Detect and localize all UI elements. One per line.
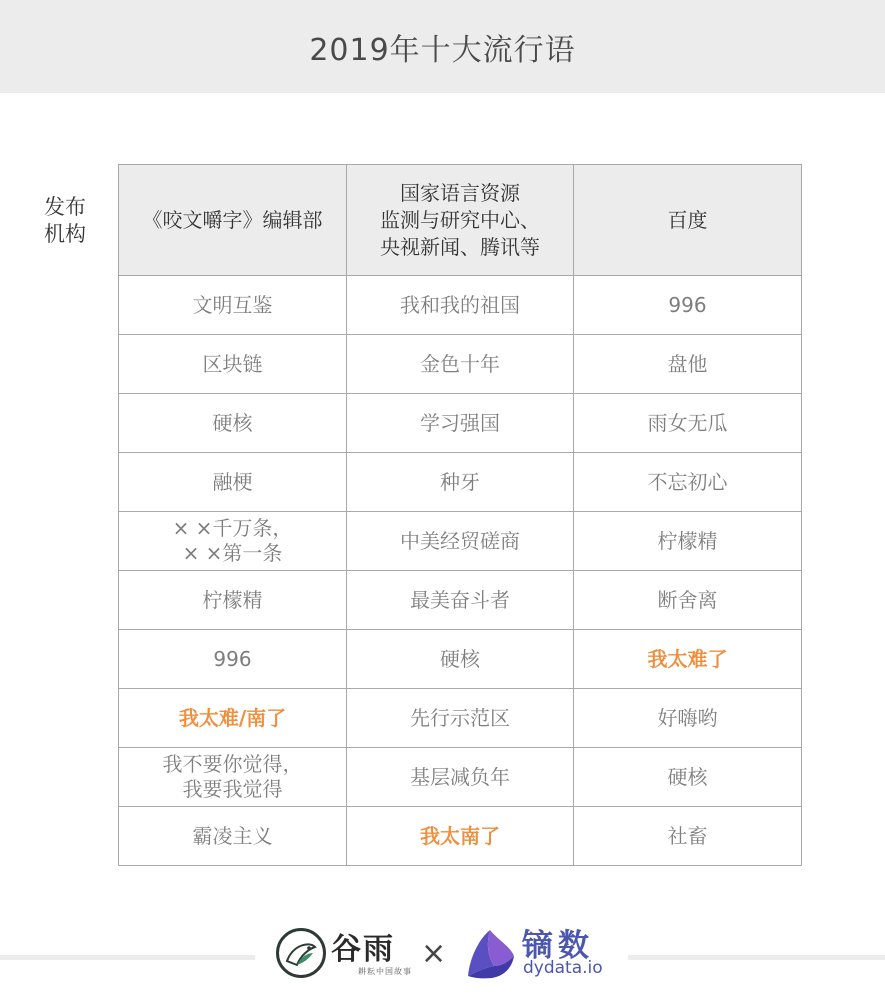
table-row [119, 453, 802, 512]
title-bar [0, 0, 885, 93]
table-cell: × ×千万条， × ×第一条 [119, 512, 347, 571]
table-cell: 最美奋斗者 [347, 571, 574, 630]
table-cell: 中美经贸磋商 [347, 512, 574, 571]
table-cell: 先行示范区 [347, 689, 574, 748]
table-cell: 我不要你觉得， 我要我觉得 [119, 748, 347, 807]
guyu-bird-logo-icon [276, 928, 326, 978]
footer-divider-left [0, 955, 255, 960]
table-cell: 柠檬精 [574, 512, 802, 571]
page-title: 2019年十大流行语 [309, 32, 576, 68]
table-header-row [119, 165, 802, 276]
table-cell: 断舍离 [574, 571, 802, 630]
footer [0, 922, 885, 992]
collab-times: × [421, 936, 447, 971]
table-cell: 区块链 [119, 335, 347, 394]
table-body [119, 276, 802, 866]
footer-divider-right [628, 955, 885, 960]
table-cell: 社畜 [574, 807, 802, 866]
table-cell: 我太南了 [347, 807, 574, 866]
table-cell: 硬核 [119, 394, 347, 453]
table-row [119, 689, 802, 748]
table-cell: 学习强国 [347, 394, 574, 453]
table-cell: 种牙 [347, 453, 574, 512]
column-header-1: 《咬文嚼字》编辑部 [119, 165, 347, 276]
table-row [119, 748, 802, 807]
table-row [119, 276, 802, 335]
brand-guyu-slogan: 耕耘中国故事 [358, 967, 412, 976]
table-cell: 硬核 [574, 748, 802, 807]
table-row [119, 394, 802, 453]
table-cell: 硬核 [347, 630, 574, 689]
issuer-label: 发布 机构 [44, 195, 86, 246]
column-header-3: 百度 [574, 165, 802, 276]
column-header-2: 国家语言资源 监测与研究中心、 央视新闻、腾讯等 [347, 165, 574, 276]
table-cell: 不忘初心 [574, 453, 802, 512]
table-cell: 我太难了 [574, 630, 802, 689]
table-row [119, 807, 802, 866]
table-cell: 柠檬精 [119, 571, 347, 630]
brand-guyu: 谷雨 [331, 932, 395, 967]
table-cell: 好嗨哟 [574, 689, 802, 748]
table-cell: 基层减负年 [347, 748, 574, 807]
table-row [119, 335, 802, 394]
table-cell: 我太难/南了 [119, 689, 347, 748]
brand-dydata-url: dydata.io [523, 958, 603, 978]
table-cell: 文明互鉴 [119, 276, 347, 335]
table-cell: 霸凌主义 [119, 807, 347, 866]
table-cell: 996 [119, 630, 347, 689]
table-row [119, 571, 802, 630]
table-row [119, 630, 802, 689]
table-cell: 我和我的祖国 [347, 276, 574, 335]
table-cell: 盘他 [574, 335, 802, 394]
brand-dydata: 镝数 [522, 928, 594, 964]
dydata-wing-logo-icon [464, 926, 516, 984]
table-cell: 雨女无瓜 [574, 394, 802, 453]
table-cell: 融梗 [119, 453, 347, 512]
table-cell: 金色十年 [347, 335, 574, 394]
table-cell: 996 [574, 276, 802, 335]
buzzwords-table [118, 164, 802, 866]
table-row [119, 512, 802, 571]
